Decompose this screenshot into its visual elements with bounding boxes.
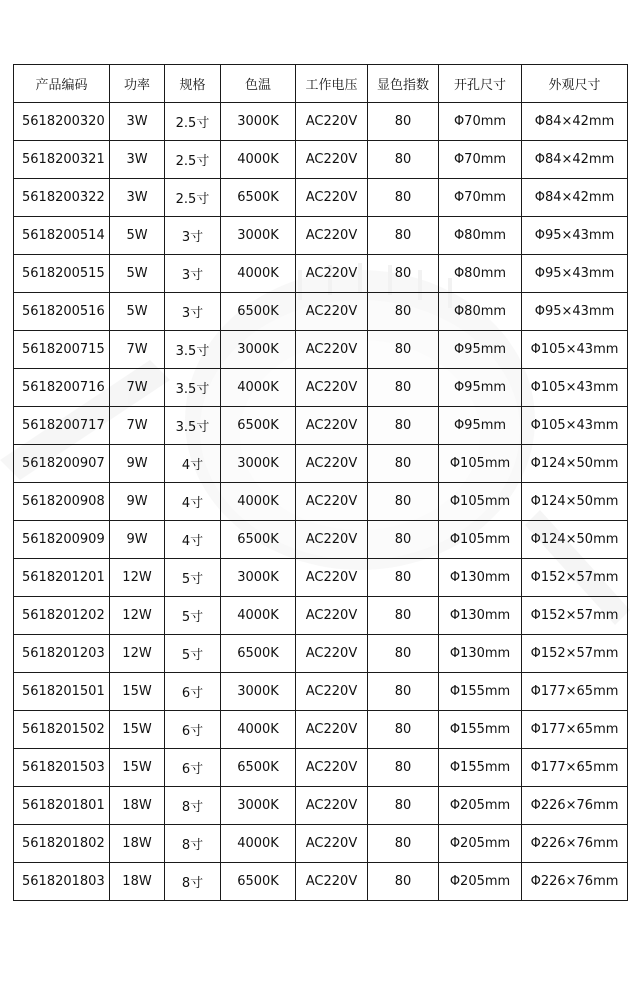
outer-dimensions-cell: Φ105×43mm	[522, 407, 628, 445]
voltage-cell: AC220V	[296, 293, 368, 331]
table-row	[14, 483, 628, 521]
cutout-size-cell: Φ105mm	[439, 521, 522, 559]
voltage-cell: AC220V	[296, 635, 368, 673]
table-row	[14, 787, 628, 825]
color-temperature-cell: 6500K	[221, 635, 296, 673]
table-row	[14, 825, 628, 863]
table-row	[14, 407, 628, 445]
size-cell: 6寸	[165, 711, 221, 749]
size-cell: 5寸	[165, 597, 221, 635]
outer-dimensions-cell: Φ152×57mm	[522, 635, 628, 673]
size-cell: 6寸	[165, 749, 221, 787]
header-cutout-size: 开孔尺寸	[439, 65, 522, 103]
cri-cell: 80	[368, 179, 439, 217]
header-outer-dimensions: 外观尺寸	[522, 65, 628, 103]
power-cell: 18W	[110, 863, 165, 901]
cutout-size-cell: Φ155mm	[439, 749, 522, 787]
outer-dimensions-cell: Φ124×50mm	[522, 521, 628, 559]
size-cell: 6寸	[165, 673, 221, 711]
product-code-cell: 5618200908	[14, 483, 110, 521]
product-code-cell: 5618200717	[14, 407, 110, 445]
outer-dimensions-cell: Φ124×50mm	[522, 445, 628, 483]
color-temperature-cell: 3000K	[221, 331, 296, 369]
color-temperature-cell: 6500K	[221, 179, 296, 217]
size-cell: 3.5寸	[165, 331, 221, 369]
product-code-cell: 5618201803	[14, 863, 110, 901]
color-temperature-cell: 4000K	[221, 825, 296, 863]
header-color-temperature: 色温	[221, 65, 296, 103]
table-row	[14, 179, 628, 217]
cri-cell: 80	[368, 483, 439, 521]
voltage-cell: AC220V	[296, 255, 368, 293]
size-cell: 4寸	[165, 445, 221, 483]
power-cell: 12W	[110, 559, 165, 597]
size-cell: 5寸	[165, 635, 221, 673]
color-temperature-cell: 6500K	[221, 863, 296, 901]
table-header-row	[14, 65, 628, 103]
product-code-cell: 5618200322	[14, 179, 110, 217]
outer-dimensions-cell: Φ95×43mm	[522, 293, 628, 331]
voltage-cell: AC220V	[296, 331, 368, 369]
size-cell: 3寸	[165, 255, 221, 293]
power-cell: 7W	[110, 407, 165, 445]
product-code-cell: 5618201501	[14, 673, 110, 711]
outer-dimensions-cell: Φ226×76mm	[522, 863, 628, 901]
product-code-cell: 5618200715	[14, 331, 110, 369]
product-code-cell: 5618200515	[14, 255, 110, 293]
color-temperature-cell: 6500K	[221, 521, 296, 559]
outer-dimensions-cell: Φ105×43mm	[522, 331, 628, 369]
voltage-cell: AC220V	[296, 749, 368, 787]
cri-cell: 80	[368, 217, 439, 255]
size-cell: 5寸	[165, 559, 221, 597]
outer-dimensions-cell: Φ105×43mm	[522, 369, 628, 407]
outer-dimensions-cell: Φ177×65mm	[522, 711, 628, 749]
cutout-size-cell: Φ95mm	[439, 407, 522, 445]
power-cell: 15W	[110, 749, 165, 787]
cutout-size-cell: Φ205mm	[439, 787, 522, 825]
size-cell: 3.5寸	[165, 407, 221, 445]
table-row	[14, 559, 628, 597]
table-row	[14, 293, 628, 331]
cri-cell: 80	[368, 445, 439, 483]
color-temperature-cell: 3000K	[221, 217, 296, 255]
product-code-cell: 5618200321	[14, 141, 110, 179]
outer-dimensions-cell: Φ84×42mm	[522, 141, 628, 179]
table-row	[14, 141, 628, 179]
color-temperature-cell: 6500K	[221, 749, 296, 787]
cri-cell: 80	[368, 597, 439, 635]
cutout-size-cell: Φ205mm	[439, 825, 522, 863]
power-cell: 5W	[110, 255, 165, 293]
outer-dimensions-cell: Φ84×42mm	[522, 103, 628, 141]
color-temperature-cell: 3000K	[221, 103, 296, 141]
size-cell: 4寸	[165, 521, 221, 559]
product-code-cell: 5618201503	[14, 749, 110, 787]
cri-cell: 80	[368, 749, 439, 787]
power-cell: 9W	[110, 445, 165, 483]
voltage-cell: AC220V	[296, 445, 368, 483]
table-row	[14, 863, 628, 901]
cri-cell: 80	[368, 141, 439, 179]
outer-dimensions-cell: Φ226×76mm	[522, 787, 628, 825]
product-code-cell: 5618200907	[14, 445, 110, 483]
size-cell: 3寸	[165, 293, 221, 331]
voltage-cell: AC220V	[296, 217, 368, 255]
voltage-cell: AC220V	[296, 179, 368, 217]
table-row	[14, 521, 628, 559]
power-cell: 3W	[110, 179, 165, 217]
size-cell: 8寸	[165, 863, 221, 901]
voltage-cell: AC220V	[296, 673, 368, 711]
cri-cell: 80	[368, 673, 439, 711]
cutout-size-cell: Φ130mm	[439, 559, 522, 597]
power-cell: 15W	[110, 673, 165, 711]
cutout-size-cell: Φ70mm	[439, 179, 522, 217]
product-code-cell: 5618201203	[14, 635, 110, 673]
cutout-size-cell: Φ80mm	[439, 217, 522, 255]
cutout-size-cell: Φ155mm	[439, 711, 522, 749]
power-cell: 18W	[110, 787, 165, 825]
size-cell: 3.5寸	[165, 369, 221, 407]
voltage-cell: AC220V	[296, 787, 368, 825]
color-temperature-cell: 4000K	[221, 255, 296, 293]
size-cell: 2.5寸	[165, 103, 221, 141]
table-row	[14, 369, 628, 407]
voltage-cell: AC220V	[296, 141, 368, 179]
color-temperature-cell: 3000K	[221, 559, 296, 597]
size-cell: 8寸	[165, 787, 221, 825]
cri-cell: 80	[368, 559, 439, 597]
cri-cell: 80	[368, 863, 439, 901]
cri-cell: 80	[368, 331, 439, 369]
product-code-cell: 5618200909	[14, 521, 110, 559]
header-size: 规格	[165, 65, 221, 103]
color-temperature-cell: 6500K	[221, 293, 296, 331]
cutout-size-cell: Φ70mm	[439, 141, 522, 179]
product-code-cell: 5618200320	[14, 103, 110, 141]
voltage-cell: AC220V	[296, 597, 368, 635]
voltage-cell: AC220V	[296, 483, 368, 521]
table-row	[14, 255, 628, 293]
table-row	[14, 635, 628, 673]
table-row	[14, 597, 628, 635]
color-temperature-cell: 3000K	[221, 673, 296, 711]
header-power: 功率	[110, 65, 165, 103]
voltage-cell: AC220V	[296, 863, 368, 901]
cutout-size-cell: Φ105mm	[439, 445, 522, 483]
cutout-size-cell: Φ80mm	[439, 255, 522, 293]
cri-cell: 80	[368, 369, 439, 407]
color-temperature-cell: 4000K	[221, 597, 296, 635]
color-temperature-cell: 4000K	[221, 483, 296, 521]
product-spec-table	[13, 64, 628, 901]
outer-dimensions-cell: Φ95×43mm	[522, 217, 628, 255]
size-cell: 8寸	[165, 825, 221, 863]
header-working-voltage: 工作电压	[296, 65, 368, 103]
color-temperature-cell: 3000K	[221, 445, 296, 483]
color-temperature-cell: 4000K	[221, 141, 296, 179]
cutout-size-cell: Φ130mm	[439, 635, 522, 673]
voltage-cell: AC220V	[296, 103, 368, 141]
voltage-cell: AC220V	[296, 559, 368, 597]
product-code-cell: 5618200716	[14, 369, 110, 407]
outer-dimensions-cell: Φ152×57mm	[522, 597, 628, 635]
power-cell: 9W	[110, 483, 165, 521]
table-row	[14, 711, 628, 749]
table-row	[14, 103, 628, 141]
cri-cell: 80	[368, 521, 439, 559]
cri-cell: 80	[368, 293, 439, 331]
power-cell: 5W	[110, 293, 165, 331]
power-cell: 12W	[110, 635, 165, 673]
size-cell: 2.5寸	[165, 141, 221, 179]
cri-cell: 80	[368, 711, 439, 749]
cutout-size-cell: Φ130mm	[439, 597, 522, 635]
product-code-cell: 5618201202	[14, 597, 110, 635]
color-temperature-cell: 3000K	[221, 787, 296, 825]
cutout-size-cell: Φ205mm	[439, 863, 522, 901]
product-code-cell: 5618201201	[14, 559, 110, 597]
outer-dimensions-cell: Φ95×43mm	[522, 255, 628, 293]
power-cell: 7W	[110, 369, 165, 407]
cri-cell: 80	[368, 635, 439, 673]
product-code-cell: 5618201502	[14, 711, 110, 749]
table-row	[14, 673, 628, 711]
table-row	[14, 445, 628, 483]
voltage-cell: AC220V	[296, 521, 368, 559]
table-row	[14, 217, 628, 255]
table-body	[14, 103, 628, 901]
product-code-cell: 5618201801	[14, 787, 110, 825]
table-row	[14, 749, 628, 787]
header-color-rendering-index: 显色指数	[368, 65, 439, 103]
outer-dimensions-cell: Φ84×42mm	[522, 179, 628, 217]
cutout-size-cell: Φ70mm	[439, 103, 522, 141]
power-cell: 5W	[110, 217, 165, 255]
voltage-cell: AC220V	[296, 407, 368, 445]
voltage-cell: AC220V	[296, 369, 368, 407]
power-cell: 15W	[110, 711, 165, 749]
cutout-size-cell: Φ105mm	[439, 483, 522, 521]
cri-cell: 80	[368, 825, 439, 863]
cutout-size-cell: Φ95mm	[439, 331, 522, 369]
product-code-cell: 5618200514	[14, 217, 110, 255]
power-cell: 3W	[110, 103, 165, 141]
cri-cell: 80	[368, 787, 439, 825]
product-code-cell: 5618201802	[14, 825, 110, 863]
outer-dimensions-cell: Φ177×65mm	[522, 749, 628, 787]
cutout-size-cell: Φ95mm	[439, 369, 522, 407]
power-cell: 7W	[110, 331, 165, 369]
cri-cell: 80	[368, 407, 439, 445]
outer-dimensions-cell: Φ124×50mm	[522, 483, 628, 521]
size-cell: 3寸	[165, 217, 221, 255]
header-product-code: 产品编码	[14, 65, 110, 103]
color-temperature-cell: 4000K	[221, 369, 296, 407]
power-cell: 18W	[110, 825, 165, 863]
size-cell: 4寸	[165, 483, 221, 521]
size-cell: 2.5寸	[165, 179, 221, 217]
outer-dimensions-cell: Φ226×76mm	[522, 825, 628, 863]
power-cell: 9W	[110, 521, 165, 559]
product-code-cell: 5618200516	[14, 293, 110, 331]
table-row	[14, 331, 628, 369]
power-cell: 3W	[110, 141, 165, 179]
cutout-size-cell: Φ155mm	[439, 673, 522, 711]
outer-dimensions-cell: Φ152×57mm	[522, 559, 628, 597]
color-temperature-cell: 4000K	[221, 711, 296, 749]
color-temperature-cell: 6500K	[221, 407, 296, 445]
voltage-cell: AC220V	[296, 711, 368, 749]
cutout-size-cell: Φ80mm	[439, 293, 522, 331]
outer-dimensions-cell: Φ177×65mm	[522, 673, 628, 711]
voltage-cell: AC220V	[296, 825, 368, 863]
power-cell: 12W	[110, 597, 165, 635]
cri-cell: 80	[368, 103, 439, 141]
cri-cell: 80	[368, 255, 439, 293]
